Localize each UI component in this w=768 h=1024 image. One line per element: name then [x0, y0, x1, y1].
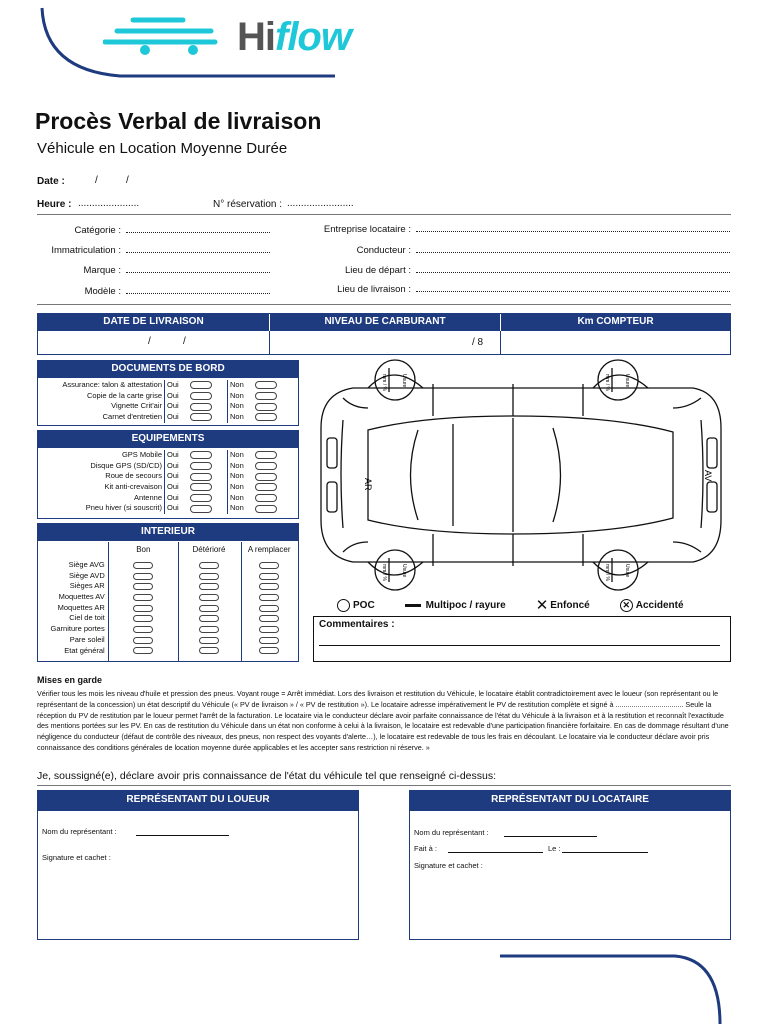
svg-text:mm / %: mm / % [381, 564, 387, 581]
non-checkbox[interactable] [255, 505, 277, 513]
summary-header-carburant: NIVEAU DE CARBURANT [269, 314, 500, 331]
oui-checkbox[interactable] [190, 505, 212, 513]
mises-text: Vérifier tous les mois les niveau d'huile et pression des pneus. Voyant rouge = Arrêt immédiat. Lors des livraison et restitution du Véhicule, le locataire établit contradictoirement avec le loueur (son représentant ou le représentant de la concession) un état descriptif du Véhicule (« PV de livraison » / « PV de restitution »). Le locataire adresse impérativement le PV de restitution complète et signé à .................................. Seule la réception du PV de restitution par le loueur permet l'arrêt de la facturation. Le locataire via le conducteur déclare avoir parfaite connaissance de l'état du Véhicule à la livraison et à la restitution et reconnaît l'exactitude des mentions portées sur les PV. En cas de restitution du Véhicule dans un état non conforme à celui à la livraison, le locataire est redevable d'une participation financière forfaitaire. En cas de dommage résultant d'une négligence du conducteur (défaut de contrôle des niveaux, des pneus, non respect des voyants d'alerte…), le locataire est redevable de tous les frais en découlant. Le locataire via le conducteur déclare avoir pris connaissance des conditions générales de location moyenne durée applicables et les accepter sans restriction ni réserve. » [37, 689, 729, 752]
interieur-item-label: Etat général [64, 645, 105, 655]
field-categorie-label: Catégorie : [74, 225, 121, 236]
checklist-item-label: Assurance: talon & attestation [62, 380, 162, 389]
commentaires-box[interactable] [313, 616, 731, 662]
checklist-item-label: Carnet d'entretien [102, 412, 162, 422]
interieur-item-label: Moquettes AV [58, 592, 105, 602]
field-categorie-input[interactable] [126, 225, 270, 233]
oui-checkbox[interactable] [190, 494, 212, 502]
checklist-row: Antenne Oui Non [38, 493, 298, 504]
checklist-row: GPS Mobile Oui Non [38, 450, 298, 461]
interieur-item-label: Garniture portes [50, 624, 105, 634]
field-lieu-livraison-label: Lieu de livraison : [337, 284, 411, 295]
field-lieu-livraison-input[interactable] [416, 284, 730, 292]
interieur-col-deteriore: Détérioré [192, 545, 226, 554]
checklist-row: Disque GPS (SD/CD) Oui Non [38, 461, 298, 472]
checklist-row: Vignette Crit'air Oui Non [38, 401, 298, 412]
divider [37, 785, 731, 786]
checklist-item-label: Pneu hiver (si souscrit) [85, 503, 162, 513]
poc-icon [337, 599, 350, 612]
non-checkbox[interactable] [255, 451, 277, 459]
locataire-fait-input[interactable] [448, 852, 543, 853]
svg-text:Usure: Usure [624, 564, 630, 578]
non-checkbox[interactable] [255, 381, 277, 389]
interieur-item-label: Siège AVG [68, 560, 105, 569]
summary-table [37, 313, 731, 355]
page-title: Procès Verbal de livraison [35, 108, 322, 134]
checklist-row: Assurance: talon & attestation Oui Non [38, 380, 298, 391]
oui-checkbox[interactable] [190, 413, 212, 421]
checklist-item-label: Disque GPS (SD/CD) [90, 460, 162, 470]
oui-checkbox[interactable] [190, 483, 212, 491]
accidente-icon: ✕ [620, 599, 633, 612]
date-label: Date : [37, 176, 65, 187]
field-immatriculation-input[interactable] [126, 245, 270, 253]
svg-text:mm / %: mm / % [604, 564, 610, 581]
decorative-arc-bottom [495, 948, 735, 1024]
field-lieu-depart-input[interactable] [416, 265, 730, 273]
field-immatriculation-label: Immatriculation : [51, 245, 121, 256]
checklist-item-label: Copie de la carte grise [86, 390, 162, 400]
loueur-nom-label: Nom du représentant : [42, 827, 117, 836]
oui-checkbox[interactable] [190, 392, 212, 400]
checklist-row: Kit anti-crevaison Oui Non [38, 482, 298, 493]
locataire-panel [409, 790, 731, 940]
legend-enfonce: Enfoncé [550, 599, 590, 611]
date-separator-1: / [95, 175, 98, 186]
locataire-nom-label: Nom du représentant : [414, 828, 489, 837]
date-separator-2: / [126, 175, 129, 186]
locataire-signature-label: Signature et cachet : [414, 861, 483, 870]
non-checkbox[interactable] [255, 392, 277, 400]
interieur-item-label: Ciel de toit [69, 613, 105, 623]
checklist-item-label: GPS Mobile [121, 450, 162, 459]
oui-checkbox[interactable] [190, 403, 212, 411]
checklist-row: Roue de secours Oui Non [38, 471, 298, 482]
heure-label: Heure : [37, 199, 72, 210]
field-marque-input[interactable] [126, 265, 270, 273]
oui-checkbox[interactable] [190, 451, 212, 459]
svg-text:Usure: Usure [624, 374, 630, 388]
svg-text:mm / %: mm / % [604, 374, 610, 391]
field-modele-input[interactable] [126, 286, 270, 294]
documents-title: DOCUMENTS DE BORD [38, 361, 298, 378]
oui-checkbox[interactable] [190, 473, 212, 481]
field-modele-label: Modèle : [84, 286, 121, 297]
checklist-item-label: Roue de secours [105, 471, 162, 481]
summary-carburant-cell[interactable]: / 8 [269, 331, 500, 354]
svg-text:Usure: Usure [401, 374, 407, 388]
interieur-col-remplacer: A remplacer [247, 545, 291, 554]
reservation-label: N° réservation : [213, 199, 283, 210]
interieur-title: INTERIEUR [38, 524, 298, 541]
summary-date-cell[interactable]: / / [148, 336, 186, 347]
non-checkbox[interactable] [255, 403, 277, 411]
mises-title: Mises en garde [37, 675, 103, 685]
interieur-panel [37, 523, 299, 662]
svg-text:Usure: Usure [401, 564, 407, 578]
documents-panel [37, 360, 299, 426]
locataire-le-label: Le : [548, 844, 561, 853]
locataire-title: REPRÉSENTANT DU LOCATAIRE [410, 791, 730, 811]
interieur-item-label: Moquettes AR [57, 602, 105, 612]
interieur-col-bon: Bon [136, 545, 151, 554]
legend-multipoc: Multipoc / rayure [425, 599, 506, 611]
enfonce-icon: ✕ [535, 597, 549, 614]
non-checkbox[interactable] [255, 413, 277, 421]
field-marque-label: Marque : [83, 265, 121, 276]
multipoc-icon [405, 604, 421, 607]
divider [37, 214, 731, 215]
summary-km-cell[interactable] [500, 331, 730, 354]
oui-checkbox[interactable] [190, 381, 212, 389]
legend [337, 596, 684, 614]
legend-poc: POC [353, 599, 375, 611]
car-ar-label: AR [363, 478, 373, 491]
loueur-nom-input[interactable] [136, 835, 229, 836]
loueur-panel [37, 790, 359, 940]
divider [37, 304, 731, 305]
field-conducteur-label: Conducteur : [356, 245, 411, 256]
loueur-signature-label: Signature et cachet : [42, 853, 111, 862]
loueur-title: REPRÉSENTANT DU LOUEUR [38, 791, 358, 811]
page-subtitle: Véhicule en Location Moyenne Durée [37, 140, 288, 157]
checklist-row: Pneu hiver (si souscrit) Oui Non [38, 503, 298, 514]
summary-header-date: DATE DE LIVRAISON [38, 314, 269, 331]
equipements-panel [37, 430, 299, 519]
logo-speed-icon [103, 14, 218, 60]
locataire-nom-input[interactable] [504, 836, 597, 837]
heure-field[interactable]: ...................... [78, 198, 140, 209]
field-conducteur-input[interactable] [416, 245, 730, 253]
locataire-fait-label: Fait à : [414, 844, 437, 853]
non-checkbox[interactable] [255, 483, 277, 491]
checklist-row: Carnet d'entretien Oui Non [38, 412, 298, 423]
equipements-title: EQUIPEMENTS [38, 431, 298, 448]
non-checkbox[interactable] [255, 462, 277, 470]
non-checkbox[interactable] [255, 494, 277, 502]
logo-text: Hiflow [237, 15, 351, 59]
checklist-item-label: Kit anti-crevaison [104, 482, 162, 492]
interieur-item-label: Sièges AR [69, 581, 105, 591]
checklist-row: Copie de la carte grise Oui Non [38, 391, 298, 402]
checklist-item-label: Antenne [134, 492, 162, 502]
declaration-text: Je, soussigné(e), déclare avoir pris connaissance de l'état du véhicule tel que renseigné ci-dessus: [37, 770, 497, 782]
car-diagram [313, 358, 731, 592]
locataire-le-input[interactable] [562, 852, 648, 853]
logo [103, 14, 403, 60]
checklist-item-label: Vignette Crit'air [111, 401, 162, 411]
field-entreprise-label: Entreprise locataire : [323, 224, 411, 235]
interieur-item-label: Siège AVD [69, 570, 105, 580]
field-lieu-depart-label: Lieu de départ : [344, 265, 411, 276]
non-checkbox[interactable] [255, 473, 277, 481]
summary-header-km: Km COMPTEUR [500, 314, 730, 331]
oui-checkbox[interactable] [190, 462, 212, 470]
svg-text:mm / %: mm / % [381, 374, 387, 391]
legend-accidente: Accidenté [635, 599, 684, 611]
commentaires-label: Commentaires : [319, 619, 395, 630]
car-av-label: AV [703, 470, 713, 482]
reservation-field[interactable]: ........................ [287, 198, 354, 209]
interieur-item-label: Pare soleil [69, 634, 105, 644]
field-entreprise-input[interactable] [416, 224, 730, 232]
